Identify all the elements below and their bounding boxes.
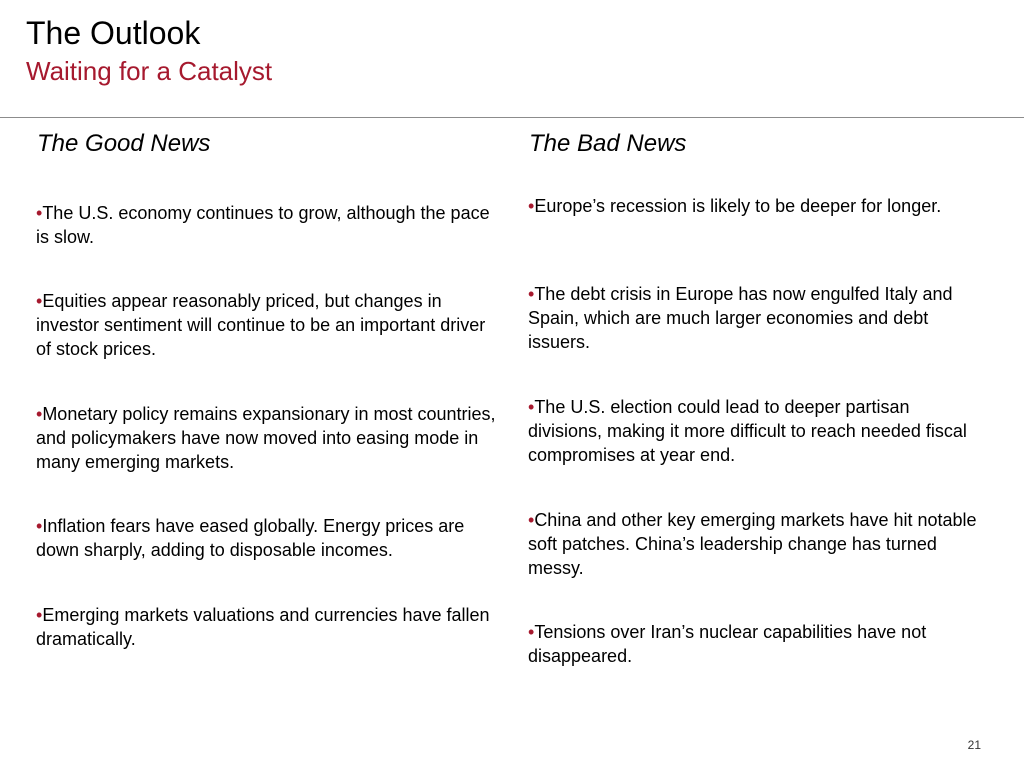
good-news-heading: The Good News [37,130,211,157]
header-divider [0,117,1024,118]
good-news-item [36,289,496,361]
good-news-item-text: Emerging markets valuations and currencies have fallen dramatically. [36,605,490,649]
bad-news-heading: The Bad News [529,130,687,157]
good-news-item-text: Equities appear reasonably priced, but changes in investor sentiment will continue to be an important driver of stock prices. [36,291,486,359]
bullet-glyph: • [528,284,535,304]
good-news-item [36,603,496,651]
bullet-glyph: • [36,404,43,424]
bad-news-item [528,194,978,218]
good-news-item [36,514,496,562]
bullet-glyph: • [528,196,535,216]
bad-news-item-text: China and other key emerging markets have hit notable soft patches. China’s leadership change has turned messy. [528,510,977,578]
bullet-glyph: • [36,605,43,625]
bullet-glyph: • [36,291,43,311]
bad-news-item [528,508,978,580]
good-news-item [36,402,496,474]
good-news-item-text: The U.S. economy continues to grow, although the pace is slow. [36,203,490,247]
slide-subtitle: Waiting for a Catalyst [26,56,273,86]
bullet-glyph: • [528,397,535,417]
bullet-glyph: • [36,516,43,536]
good-news-item-text: Inflation fears have eased globally. Energy prices are down sharply, adding to disposable incomes. [36,516,465,560]
bullet-glyph: • [528,622,535,642]
bad-news-item [528,620,978,668]
good-news-item [36,201,496,249]
bad-news-item-text: The debt crisis in Europe has now engulfed Italy and Spain, which are much larger economies and debt issuers. [528,284,953,352]
bullet-glyph: • [528,510,535,530]
bad-news-item-text: Europe’s recession is likely to be deeper for longer. [534,196,942,216]
good-news-item-text: Monetary policy remains expansionary in most countries, and policymakers have now moved into easing mode in many emerging markets. [36,404,496,472]
bad-news-item-text: The U.S. election could lead to deeper partisan divisions, making it more difficult to reach needed fiscal compromises at year end. [528,397,967,465]
page-number: 21 [967,738,981,752]
bad-news-item [528,395,978,467]
bad-news-item-text: Tensions over Iran’s nuclear capabilities have not disappeared. [528,622,927,666]
bad-news-item [528,282,978,354]
bullet-glyph: • [36,203,43,223]
slide-title: The Outlook [26,15,201,51]
